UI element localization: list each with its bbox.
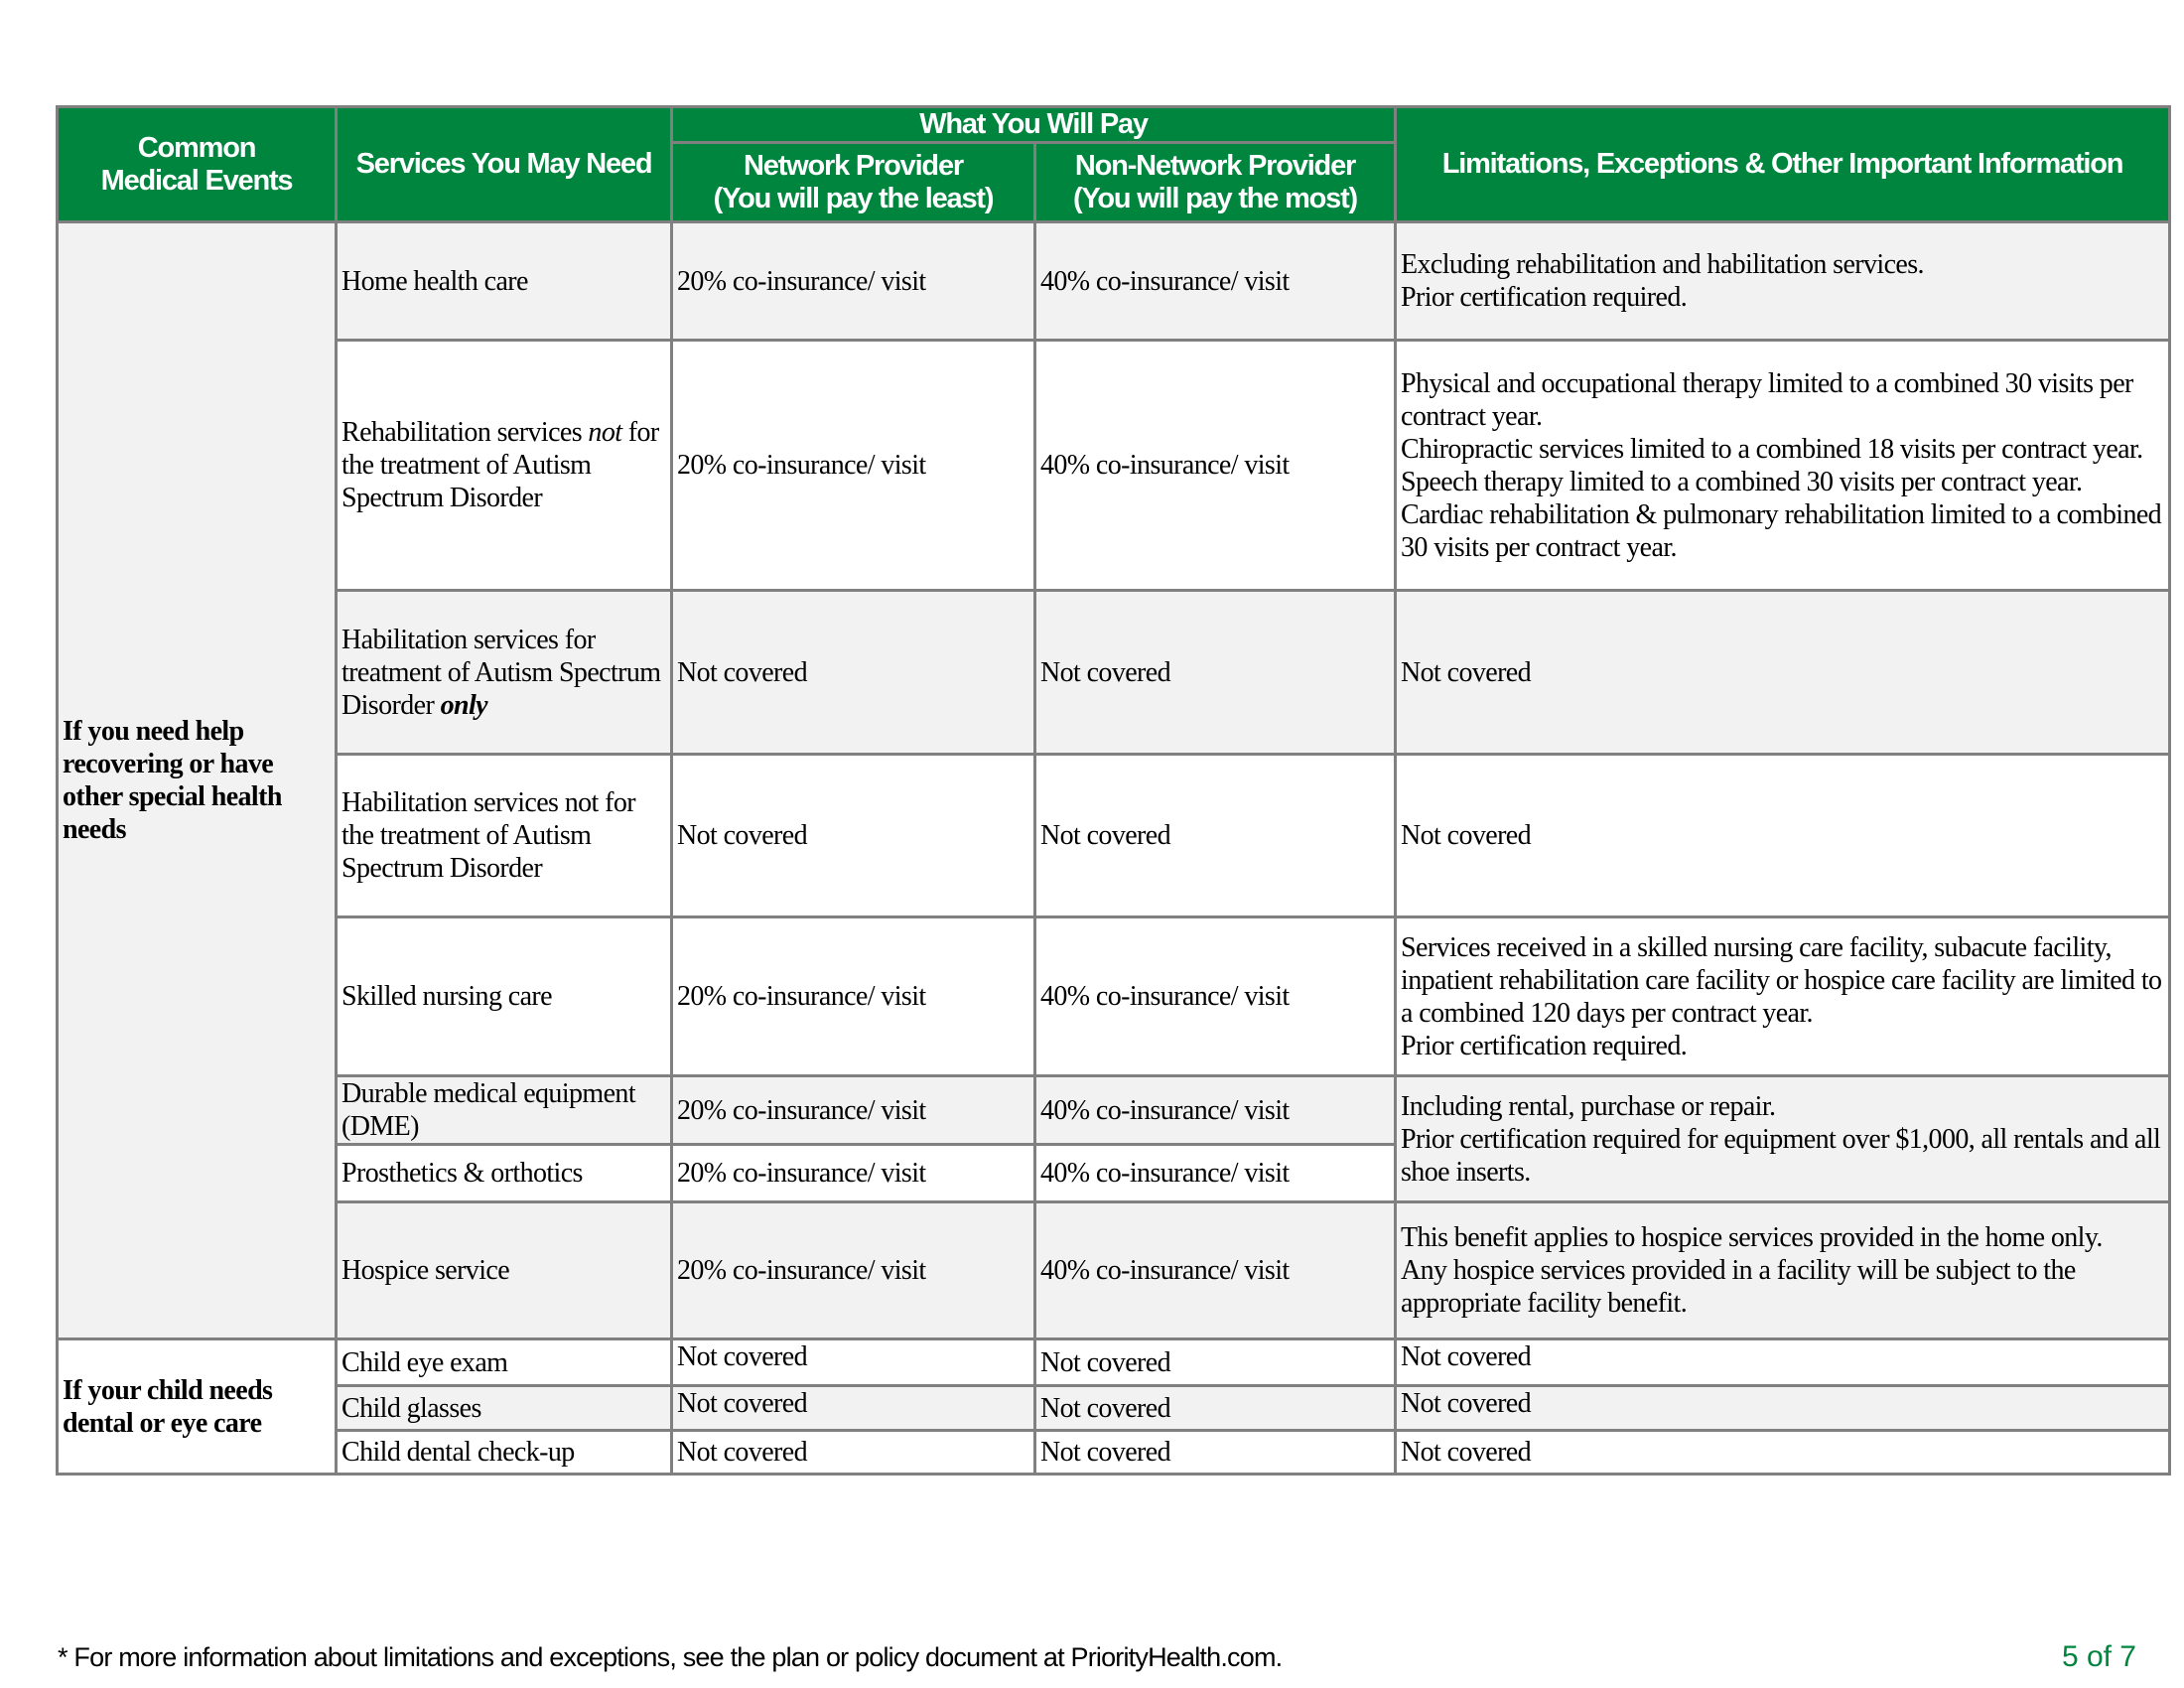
non-network-cost: 40% co-insurance/ visit <box>1035 341 1396 591</box>
network-cost: Not covered <box>672 755 1035 917</box>
table-row <box>58 222 2170 341</box>
header-non-network-provider: Non-Network Provider (You will pay the most) <box>1035 143 1396 222</box>
non-network-cost: 40% co-insurance/ visit <box>1035 1076 1396 1145</box>
non-network-cost: Not covered <box>1035 755 1396 917</box>
header-network-provider: Network Provider (You will pay the least) <box>672 143 1035 222</box>
table-row <box>58 1431 2170 1475</box>
network-cost: 20% co-insurance/ visit <box>672 341 1035 591</box>
benefits-table <box>56 105 2171 1476</box>
limitations-cell: Not covered <box>1396 1339 2170 1386</box>
service-cell: Habilitation services for treatment of Autism Spectrum Disorder only <box>337 591 672 755</box>
service-cell: Habilitation services not for the treatment of Autism Spectrum Disorder <box>337 755 672 917</box>
table-row <box>58 1076 2170 1145</box>
network-cost: 20% co-insurance/ visit <box>672 222 1035 341</box>
limitations-cell: Including rental, purchase or repair. Prior certification required for equipment over $1,000, all rentals and all shoe inserts. <box>1396 1076 2170 1202</box>
table-row <box>58 917 2170 1076</box>
network-cost: Not covered <box>672 1431 1035 1475</box>
service-cell: Child dental check-up <box>337 1431 672 1475</box>
event-special-health-needs: If you need help recovering or have other special health needs <box>58 222 337 1339</box>
non-network-cost: 40% co-insurance/ visit <box>1035 222 1396 341</box>
non-network-cost: 40% co-insurance/ visit <box>1035 1145 1396 1202</box>
non-network-cost: 40% co-insurance/ visit <box>1035 1202 1396 1339</box>
service-cell: Prosthetics & orthotics <box>337 1145 672 1202</box>
network-cost: 20% co-insurance/ visit <box>672 1145 1035 1202</box>
network-cost: Not covered <box>672 1386 1035 1431</box>
limitations-cell: Not covered <box>1396 1431 2170 1475</box>
network-cost: Not covered <box>672 591 1035 755</box>
table-row <box>58 341 2170 591</box>
limitations-cell: Excluding rehabilitation and habilitation services. Prior certification required. <box>1396 222 2170 341</box>
service-cell: Skilled nursing care <box>337 917 672 1076</box>
network-cost: 20% co-insurance/ visit <box>672 917 1035 1076</box>
page-number: 5 of 7 <box>2061 1640 2136 1673</box>
network-cost: Not covered <box>672 1339 1035 1386</box>
event-child-dental-eye: If your child needs dental or eye care <box>58 1339 337 1475</box>
table-row <box>58 1386 2170 1431</box>
service-cell: Hospice service <box>337 1202 672 1339</box>
non-network-cost: Not covered <box>1035 1431 1396 1475</box>
header-common-medical-events: Common Medical Events <box>58 107 337 222</box>
limitations-cell: Not covered <box>1396 755 2170 917</box>
service-cell: Child glasses <box>337 1386 672 1431</box>
limitations-cell: Not covered <box>1396 1386 2170 1431</box>
network-cost: 20% co-insurance/ visit <box>672 1202 1035 1339</box>
service-cell: Durable medical equipment (DME) <box>337 1076 672 1145</box>
network-cost: 20% co-insurance/ visit <box>672 1076 1035 1145</box>
service-cell: Home health care <box>337 222 672 341</box>
non-network-cost: Not covered <box>1035 1339 1396 1386</box>
service-cell: Rehabilitation services not for the treatment of Autism Spectrum Disorder <box>337 341 672 591</box>
non-network-cost: 40% co-insurance/ visit <box>1035 917 1396 1076</box>
table-row <box>58 1202 2170 1339</box>
service-cell: Child eye exam <box>337 1339 672 1386</box>
non-network-cost: Not covered <box>1035 591 1396 755</box>
non-network-cost: Not covered <box>1035 1386 1396 1431</box>
table-row <box>58 755 2170 917</box>
limitations-cell: This benefit applies to hospice services provided in the home only. Any hospice services provided in a facility will be subject to the appropriate facility benefit. <box>1396 1202 2170 1339</box>
limitations-cell: Not covered <box>1396 591 2170 755</box>
table-row <box>58 1339 2170 1386</box>
limitations-cell: Services received in a skilled nursing care facility, subacute facility, inpatient rehabilitation care facility or hospice care facility are limited to a combined 120 days per contract year. Prior certification required. <box>1396 917 2170 1076</box>
limitations-cell: Physical and occupational therapy limited to a combined 30 visits per contract year. Chiropractic services limited to a combined 18 visits per contract year. Speech therapy limited to a combined 30 visits per contract year. Cardiac rehabilitation & pulmonary rehabilitation limited to a combined 30 visits per contract year. <box>1396 341 2170 591</box>
header-services: Services You May Need <box>337 107 672 222</box>
header-what-you-will-pay: What You Will Pay <box>672 107 1396 143</box>
header-limitations: Limitations, Exceptions & Other Important Information <box>1396 107 2170 222</box>
table-row <box>58 591 2170 755</box>
footnote: * For more information about limitations and exceptions, see the plan or policy document at PriorityHealth.com. <box>58 1642 1283 1672</box>
